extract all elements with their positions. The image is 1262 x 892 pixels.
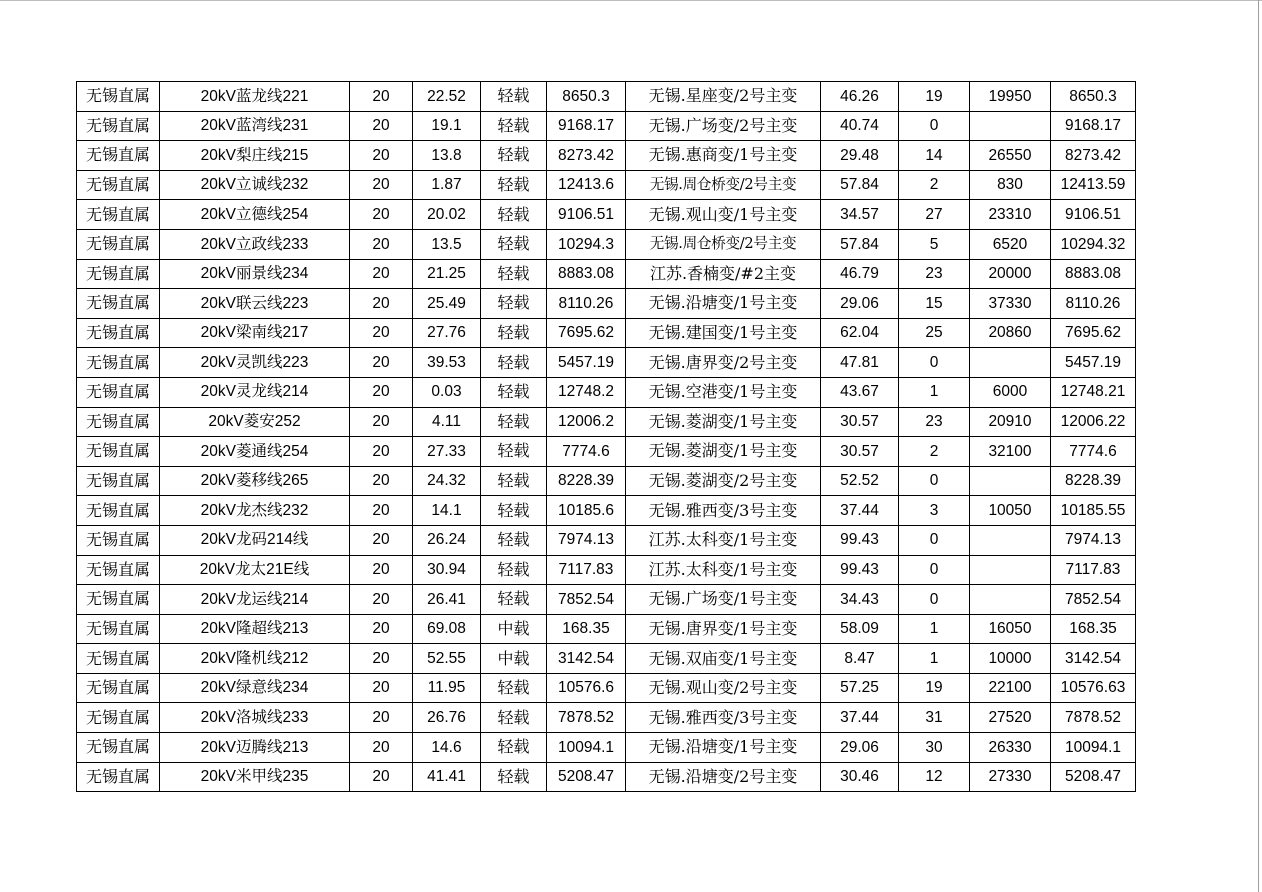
transformer-load-cell: 30.57 [821, 437, 899, 467]
capacity-cell: 12413.6 [547, 170, 626, 200]
substation-transformer-cell: 无锡.星座变/2号主变 [626, 82, 821, 112]
available-capacity-cell: 7974.13 [1051, 525, 1136, 555]
load-status-cell: 轻载 [481, 585, 547, 615]
count-cell: 0 [899, 555, 970, 585]
load-status-cell: 轻载 [481, 170, 547, 200]
voltage-cell: 20 [350, 703, 413, 733]
substation-transformer-cell: 无锡.广场变/2号主变 [626, 111, 821, 141]
table-row [77, 437, 1136, 467]
substation-transformer-cell: 无锡.周仓桥变/2号主变 [626, 170, 821, 200]
voltage-cell: 20 [350, 111, 413, 141]
load-status-cell: 轻载 [481, 377, 547, 407]
feeder-name-cell: 20kV隆超线213 [160, 614, 350, 644]
feeder-name-cell: 20kV丽景线234 [160, 259, 350, 289]
load-rate-cell: 1.87 [413, 170, 481, 200]
installed-capacity-cell: 6520 [970, 229, 1051, 259]
feeder-name-cell: 20kV联云线223 [160, 289, 350, 319]
region-cell: 无锡直属 [77, 555, 160, 585]
available-capacity-cell: 5457.19 [1051, 348, 1136, 378]
voltage-cell: 20 [350, 466, 413, 496]
feeder-name-cell: 20kV梨庄线215 [160, 141, 350, 171]
substation-transformer-cell: 无锡.周仓桥变/2号主变 [626, 229, 821, 259]
capacity-cell: 7117.83 [547, 555, 626, 585]
substation-transformer-cell: 江苏.太科变/1号主变 [626, 555, 821, 585]
installed-capacity-cell: 20910 [970, 407, 1051, 437]
table-row [77, 82, 1136, 112]
substation-transformer-cell: 无锡.菱湖变/2号主变 [626, 466, 821, 496]
load-rate-cell: 13.5 [413, 229, 481, 259]
table-row [77, 318, 1136, 348]
substation-transformer-cell: 无锡.沿塘变/1号主变 [626, 289, 821, 319]
region-cell: 无锡直属 [77, 703, 160, 733]
region-cell: 无锡直属 [77, 585, 160, 615]
count-cell: 1 [899, 614, 970, 644]
load-rate-cell: 26.24 [413, 525, 481, 555]
transformer-load-cell: 46.79 [821, 259, 899, 289]
capacity-cell: 168.35 [547, 614, 626, 644]
voltage-cell: 20 [350, 377, 413, 407]
region-cell: 无锡直属 [77, 348, 160, 378]
feeder-name-cell: 20kV绿意线234 [160, 673, 350, 703]
transformer-load-cell: 43.67 [821, 377, 899, 407]
voltage-cell: 20 [350, 673, 413, 703]
capacity-cell: 8110.26 [547, 289, 626, 319]
count-cell: 1 [899, 377, 970, 407]
load-rate-cell: 27.33 [413, 437, 481, 467]
page-right-edge [1258, 0, 1259, 892]
count-cell: 0 [899, 525, 970, 555]
load-status-cell: 轻载 [481, 82, 547, 112]
available-capacity-cell: 12413.59 [1051, 170, 1136, 200]
installed-capacity-cell: 20860 [970, 318, 1051, 348]
load-rate-cell: 0.03 [413, 377, 481, 407]
load-status-cell: 轻载 [481, 703, 547, 733]
load-status-cell: 轻载 [481, 289, 547, 319]
substation-transformer-cell: 无锡.沿塘变/2号主变 [626, 762, 821, 792]
voltage-cell: 20 [350, 82, 413, 112]
transformer-load-cell: 57.84 [821, 170, 899, 200]
load-rate-cell: 41.41 [413, 762, 481, 792]
feeder-name-cell: 20kV灵凯线223 [160, 348, 350, 378]
table-row [77, 289, 1136, 319]
capacity-cell: 9106.51 [547, 200, 626, 230]
available-capacity-cell: 3142.54 [1051, 644, 1136, 674]
installed-capacity-cell: 23310 [970, 200, 1051, 230]
count-cell: 1 [899, 644, 970, 674]
load-status-cell: 轻载 [481, 496, 547, 526]
voltage-cell: 20 [350, 318, 413, 348]
substation-transformer-cell: 无锡.广场变/1号主变 [626, 585, 821, 615]
load-rate-cell: 11.95 [413, 673, 481, 703]
transformer-load-cell: 58.09 [821, 614, 899, 644]
table-body [77, 82, 1136, 792]
count-cell: 0 [899, 348, 970, 378]
available-capacity-cell: 12006.22 [1051, 407, 1136, 437]
installed-capacity-cell [970, 555, 1051, 585]
table-row [77, 496, 1136, 526]
region-cell: 无锡直属 [77, 289, 160, 319]
load-rate-cell: 20.02 [413, 200, 481, 230]
load-status-cell: 轻载 [481, 200, 547, 230]
installed-capacity-cell: 6000 [970, 377, 1051, 407]
region-cell: 无锡直属 [77, 614, 160, 644]
count-cell: 2 [899, 437, 970, 467]
transformer-load-cell: 40.74 [821, 111, 899, 141]
load-status-cell: 轻载 [481, 555, 547, 585]
installed-capacity-cell [970, 525, 1051, 555]
page-top-edge [0, 0, 1262, 1]
installed-capacity-cell: 20000 [970, 259, 1051, 289]
region-cell: 无锡直属 [77, 170, 160, 200]
voltage-cell: 20 [350, 407, 413, 437]
voltage-cell: 20 [350, 644, 413, 674]
feeder-name-cell: 20kV洛城线233 [160, 703, 350, 733]
load-status-cell: 轻载 [481, 348, 547, 378]
count-cell: 2 [899, 170, 970, 200]
substation-transformer-cell: 无锡.雅西变/3号主变 [626, 703, 821, 733]
feeder-name-cell: 20kV蓝龙线221 [160, 82, 350, 112]
capacity-cell: 7852.54 [547, 585, 626, 615]
available-capacity-cell: 10185.55 [1051, 496, 1136, 526]
available-capacity-cell: 12748.21 [1051, 377, 1136, 407]
region-cell: 无锡直属 [77, 525, 160, 555]
available-capacity-cell: 8273.42 [1051, 141, 1136, 171]
installed-capacity-cell: 26550 [970, 141, 1051, 171]
transformer-load-cell: 99.43 [821, 525, 899, 555]
voltage-cell: 20 [350, 200, 413, 230]
load-rate-cell: 24.32 [413, 466, 481, 496]
available-capacity-cell: 8883.08 [1051, 259, 1136, 289]
available-capacity-cell: 7878.52 [1051, 703, 1136, 733]
substation-transformer-cell: 江苏.香楠变/#2主变 [626, 259, 821, 289]
feeder-name-cell: 20kV立德线254 [160, 200, 350, 230]
transformer-load-cell: 46.26 [821, 82, 899, 112]
available-capacity-cell: 5208.47 [1051, 762, 1136, 792]
table-row [77, 703, 1136, 733]
voltage-cell: 20 [350, 525, 413, 555]
installed-capacity-cell [970, 111, 1051, 141]
table-row [77, 141, 1136, 171]
load-status-cell: 轻载 [481, 141, 547, 171]
load-status-cell: 中载 [481, 614, 547, 644]
table-row [77, 733, 1136, 763]
installed-capacity-cell: 830 [970, 170, 1051, 200]
capacity-cell: 5457.19 [547, 348, 626, 378]
voltage-cell: 20 [350, 348, 413, 378]
substation-transformer-cell: 无锡.沿塘变/1号主变 [626, 733, 821, 763]
transformer-load-cell: 34.43 [821, 585, 899, 615]
transformer-load-cell: 29.48 [821, 141, 899, 171]
load-status-cell: 轻载 [481, 111, 547, 141]
load-rate-cell: 39.53 [413, 348, 481, 378]
table-row [77, 525, 1136, 555]
region-cell: 无锡直属 [77, 673, 160, 703]
transformer-load-cell: 37.44 [821, 496, 899, 526]
voltage-cell: 20 [350, 614, 413, 644]
available-capacity-cell: 10094.1 [1051, 733, 1136, 763]
transformer-load-cell: 37.44 [821, 703, 899, 733]
region-cell: 无锡直属 [77, 437, 160, 467]
feeder-name-cell: 20kV龙杰线232 [160, 496, 350, 526]
transformer-load-cell: 47.81 [821, 348, 899, 378]
transformer-load-cell: 29.06 [821, 733, 899, 763]
load-rate-cell: 4.11 [413, 407, 481, 437]
load-status-cell: 轻载 [481, 525, 547, 555]
load-rate-cell: 52.55 [413, 644, 481, 674]
region-cell: 无锡直属 [77, 762, 160, 792]
available-capacity-cell: 10294.32 [1051, 229, 1136, 259]
table-row [77, 259, 1136, 289]
substation-transformer-cell: 无锡.惠商变/1号主变 [626, 141, 821, 171]
installed-capacity-cell: 27330 [970, 762, 1051, 792]
table-row [77, 170, 1136, 200]
region-cell: 无锡直属 [77, 229, 160, 259]
feeder-name-cell: 20kV龙运线214 [160, 585, 350, 615]
substation-transformer-cell: 无锡.雅西变/3号主变 [626, 496, 821, 526]
capacity-cell: 7695.62 [547, 318, 626, 348]
count-cell: 23 [899, 259, 970, 289]
feeder-name-cell: 20kV立政线233 [160, 229, 350, 259]
installed-capacity-cell: 19950 [970, 82, 1051, 112]
installed-capacity-cell: 27520 [970, 703, 1051, 733]
installed-capacity-cell: 32100 [970, 437, 1051, 467]
capacity-cell: 8273.42 [547, 141, 626, 171]
voltage-cell: 20 [350, 585, 413, 615]
table-row [77, 348, 1136, 378]
voltage-cell: 20 [350, 733, 413, 763]
voltage-cell: 20 [350, 555, 413, 585]
count-cell: 3 [899, 496, 970, 526]
substation-transformer-cell: 无锡.双庙变/1号主变 [626, 644, 821, 674]
count-cell: 0 [899, 466, 970, 496]
load-status-cell: 轻载 [481, 673, 547, 703]
transformer-load-cell: 8.47 [821, 644, 899, 674]
capacity-cell: 10094.1 [547, 733, 626, 763]
available-capacity-cell: 8110.26 [1051, 289, 1136, 319]
transformer-load-cell: 52.52 [821, 466, 899, 496]
available-capacity-cell: 8650.3 [1051, 82, 1136, 112]
table-row [77, 555, 1136, 585]
installed-capacity-cell [970, 585, 1051, 615]
feeder-name-cell: 20kV隆机线212 [160, 644, 350, 674]
available-capacity-cell: 10576.63 [1051, 673, 1136, 703]
feeder-name-cell: 20kV菱移线265 [160, 466, 350, 496]
table-row [77, 614, 1136, 644]
table-row [77, 762, 1136, 792]
load-status-cell: 中载 [481, 644, 547, 674]
load-rate-cell: 69.08 [413, 614, 481, 644]
load-status-cell: 轻载 [481, 733, 547, 763]
region-cell: 无锡直属 [77, 318, 160, 348]
transformer-load-cell: 30.46 [821, 762, 899, 792]
count-cell: 12 [899, 762, 970, 792]
count-cell: 19 [899, 82, 970, 112]
region-cell: 无锡直属 [77, 466, 160, 496]
count-cell: 27 [899, 200, 970, 230]
transformer-load-cell: 30.57 [821, 407, 899, 437]
available-capacity-cell: 7852.54 [1051, 585, 1136, 615]
installed-capacity-cell [970, 348, 1051, 378]
count-cell: 0 [899, 111, 970, 141]
table-row [77, 407, 1136, 437]
load-rate-cell: 14.1 [413, 496, 481, 526]
available-capacity-cell: 7117.83 [1051, 555, 1136, 585]
count-cell: 23 [899, 407, 970, 437]
feeder-name-cell: 20kV灵龙线214 [160, 377, 350, 407]
available-capacity-cell: 8228.39 [1051, 466, 1136, 496]
substation-transformer-cell: 无锡.建国变/1号主变 [626, 318, 821, 348]
feeder-name-cell: 20kV蓝湾线231 [160, 111, 350, 141]
region-cell: 无锡直属 [77, 407, 160, 437]
substation-transformer-cell: 无锡.空港变/1号主变 [626, 377, 821, 407]
load-status-cell: 轻载 [481, 229, 547, 259]
region-cell: 无锡直属 [77, 496, 160, 526]
count-cell: 5 [899, 229, 970, 259]
feeder-name-cell: 20kV立诚线232 [160, 170, 350, 200]
table-row [77, 229, 1136, 259]
feeder-name-cell: 20kV米甲线235 [160, 762, 350, 792]
available-capacity-cell: 9168.17 [1051, 111, 1136, 141]
voltage-cell: 20 [350, 229, 413, 259]
region-cell: 无锡直属 [77, 111, 160, 141]
installed-capacity-cell [970, 466, 1051, 496]
capacity-cell: 12006.2 [547, 407, 626, 437]
substation-transformer-cell: 无锡.观山变/1号主变 [626, 200, 821, 230]
substation-transformer-cell: 无锡.唐界变/2号主变 [626, 348, 821, 378]
load-rate-cell: 21.25 [413, 259, 481, 289]
table-row [77, 377, 1136, 407]
substation-transformer-cell: 无锡.唐界变/1号主变 [626, 614, 821, 644]
installed-capacity-cell: 10050 [970, 496, 1051, 526]
capacity-cell: 10185.6 [547, 496, 626, 526]
load-status-cell: 轻载 [481, 762, 547, 792]
voltage-cell: 20 [350, 170, 413, 200]
region-cell: 无锡直属 [77, 259, 160, 289]
load-rate-cell: 27.76 [413, 318, 481, 348]
capacity-cell: 8883.08 [547, 259, 626, 289]
capacity-cell: 9168.17 [547, 111, 626, 141]
capacity-cell: 8228.39 [547, 466, 626, 496]
capacity-cell: 10294.3 [547, 229, 626, 259]
count-cell: 0 [899, 585, 970, 615]
capacity-cell: 3142.54 [547, 644, 626, 674]
table-row [77, 200, 1136, 230]
capacity-cell: 7774.6 [547, 437, 626, 467]
table-row [77, 644, 1136, 674]
installed-capacity-cell: 16050 [970, 614, 1051, 644]
feeder-name-cell: 20kV菱通线254 [160, 437, 350, 467]
available-capacity-cell: 7695.62 [1051, 318, 1136, 348]
load-status-cell: 轻载 [481, 318, 547, 348]
available-capacity-cell: 7774.6 [1051, 437, 1136, 467]
count-cell: 30 [899, 733, 970, 763]
count-cell: 19 [899, 673, 970, 703]
available-capacity-cell: 168.35 [1051, 614, 1136, 644]
substation-transformer-cell: 无锡.菱湖变/1号主变 [626, 437, 821, 467]
load-rate-cell: 22.52 [413, 82, 481, 112]
capacity-cell: 10576.6 [547, 673, 626, 703]
table-row [77, 111, 1136, 141]
load-status-cell: 轻载 [481, 466, 547, 496]
voltage-cell: 20 [350, 259, 413, 289]
feeder-name-cell: 20kV梁南线217 [160, 318, 350, 348]
voltage-cell: 20 [350, 437, 413, 467]
load-status-cell: 轻载 [481, 437, 547, 467]
transformer-load-cell: 57.84 [821, 229, 899, 259]
count-cell: 25 [899, 318, 970, 348]
transformer-load-cell: 99.43 [821, 555, 899, 585]
voltage-cell: 20 [350, 496, 413, 526]
transformer-load-cell: 34.57 [821, 200, 899, 230]
capacity-cell: 8650.3 [547, 82, 626, 112]
load-rate-cell: 13.8 [413, 141, 481, 171]
load-rate-cell: 30.94 [413, 555, 481, 585]
region-cell: 无锡直属 [77, 200, 160, 230]
count-cell: 14 [899, 141, 970, 171]
load-status-cell: 轻载 [481, 259, 547, 289]
voltage-cell: 20 [350, 289, 413, 319]
substation-transformer-cell: 江苏.太科变/1号主变 [626, 525, 821, 555]
feeder-name-cell: 20kV龙太21E线 [160, 555, 350, 585]
installed-capacity-cell: 37330 [970, 289, 1051, 319]
region-cell: 无锡直属 [77, 141, 160, 171]
voltage-cell: 20 [350, 141, 413, 171]
capacity-cell: 12748.2 [547, 377, 626, 407]
feeder-name-cell: 20kV菱安252 [160, 407, 350, 437]
voltage-cell: 20 [350, 762, 413, 792]
transformer-load-cell: 57.25 [821, 673, 899, 703]
load-rate-cell: 26.41 [413, 585, 481, 615]
table-row [77, 673, 1136, 703]
feeder-load-table [76, 81, 1136, 792]
transformer-load-cell: 29.06 [821, 289, 899, 319]
installed-capacity-cell: 22100 [970, 673, 1051, 703]
feeder-name-cell: 20kV龙码214线 [160, 525, 350, 555]
count-cell: 15 [899, 289, 970, 319]
substation-transformer-cell: 无锡.观山变/2号主变 [626, 673, 821, 703]
table-row [77, 585, 1136, 615]
region-cell: 无锡直属 [77, 733, 160, 763]
capacity-cell: 7878.52 [547, 703, 626, 733]
installed-capacity-cell: 26330 [970, 733, 1051, 763]
region-cell: 无锡直属 [77, 82, 160, 112]
available-capacity-cell: 9106.51 [1051, 200, 1136, 230]
load-rate-cell: 26.76 [413, 703, 481, 733]
count-cell: 31 [899, 703, 970, 733]
region-cell: 无锡直属 [77, 377, 160, 407]
feeder-name-cell: 20kV迈腾线213 [160, 733, 350, 763]
region-cell: 无锡直属 [77, 644, 160, 674]
load-rate-cell: 14.6 [413, 733, 481, 763]
capacity-cell: 7974.13 [547, 525, 626, 555]
substation-transformer-cell: 无锡.菱湖变/1号主变 [626, 407, 821, 437]
load-rate-cell: 19.1 [413, 111, 481, 141]
table-row [77, 466, 1136, 496]
transformer-load-cell: 62.04 [821, 318, 899, 348]
load-rate-cell: 25.49 [413, 289, 481, 319]
capacity-cell: 5208.47 [547, 762, 626, 792]
installed-capacity-cell: 10000 [970, 644, 1051, 674]
load-status-cell: 轻载 [481, 407, 547, 437]
